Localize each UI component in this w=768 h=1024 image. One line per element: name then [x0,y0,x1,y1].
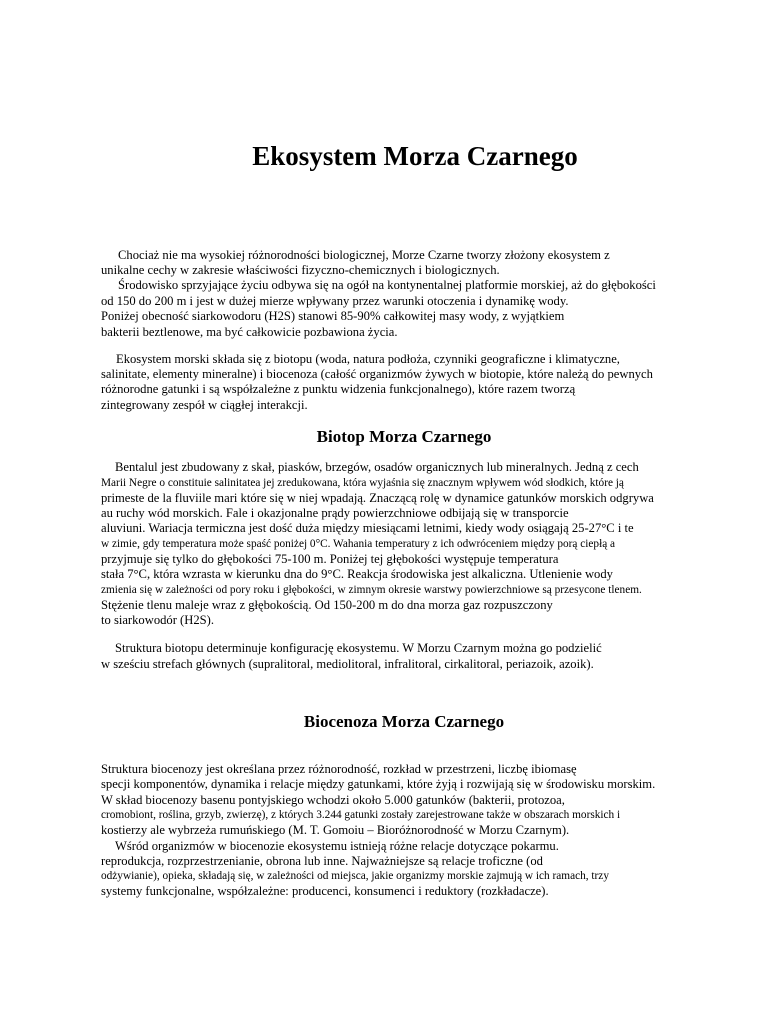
text-line: primeste de la fluviile mari które się w niej wpadają. Znaczącą rolę w dynamice gatunków morskich odgrywa [101,491,654,505]
text-line: Ekosystem morski składa się z biotopu (woda, natura podłoża, czynniki geograficzne i klimatyczne, [116,352,620,366]
text-line: odżywianie), opieka, składają się, w zależności od miejsca, jakie organizmy morskie zajmują w ich ramach, trzy [101,870,609,882]
text-line: w sześciu strefach głównych (supralitoral, mediolitoral, infralitoral, cirkalitoral, periazoik, azoik). [101,657,594,671]
text-line: Środowisko sprzyjające życiu odbywa się na ogół na kontynentalnej platformie morskiej, aż do głębokości [118,278,656,292]
section-heading-biocenoza: Biocenoza Morza Czarnego [303,712,505,731]
text-line: unikalne cechy w zakresie właściwości fizyczno-chemicznych i biologicznych. [101,263,500,277]
text-line: Poniżej obecność siarkowodoru (H2S) stanowi 85-90% całkowitej masy wody, z wyjątkiem [101,309,565,323]
text-line: zmienia się w zależności od pory roku i głębokości, w zimnym okresie warstwy powierzchniowe są przesycone tlenem. [101,584,642,596]
text-line: bakterii beztlenowe, ma być całkowicie pozbawiona życia. [101,325,398,339]
text-line: Chociaż nie ma wysokiej różnorodności biologicznej, Morze Czarne tworzy złożony ekosystem z [118,248,610,262]
text-line: Struktura biocenozy jest określana przez różnorodność, rozkład w przestrzeni, liczbę ibiomasę [101,762,577,776]
text-line: Bentalul jest zbudowany z skał, piasków, brzegów, osadów organicznych lub mineralnych. Jedną z cech [115,460,639,474]
text-line: specji komponentów, dynamika i relacje między gatunkami, które żyją i rozwijają się w środowisku morskim. [101,777,656,791]
text-line: od 150 do 200 m i jest w dużej mierze wpływany przez warunki otoczenia i dynamikę wody. [101,294,569,308]
text-line: salinitate, elementy mineralne) i biocenoza (całość organizmów żywych w biotopie, które należą do pewnych [101,367,653,381]
text-line: Wśród organizmów w biocenozie ekosystemu istnieją różne relacje dotyczące pokarmu. [115,839,559,853]
text-line: kostierzy ale wybrzeża rumuńskiego (M. T. Gomoiu – Bioróżnorodność w Morzu Czarnym). [101,823,570,837]
text-line: W skład biocenozy basenu pontyjskiego wchodzi około 5.000 gatunków (bakterii, protozoa, [101,793,565,807]
text-line: systemy funkcjonalne, współzależne: producenci, konsumenci i reduktory (rozkładacze). [101,884,549,898]
text-line: aluviuni. Wariacja termiczna jest dość duża między miesiącami letnimi, kiedy wody osiągają 25-27°C i te [101,521,634,535]
text-line: w zimie, gdy temperatura może spaść poniżej 0°C. Wahania temperatury z ich odwróceniem między porą ciepłą a [101,538,616,550]
text-line: Marii Negre o constituie salinitatea jej zredukowana, która wyjaśnia się znacznym wpływem wód słodkich, które ją [101,477,624,489]
text-line: różnorodne gatunki i są współzależne z punktu widzenia funkcjonalnego), które razem tworzą [101,382,576,396]
text-line: przyjmuje się tylko do głębokości 75-100 m. Poniżej tej głębokości występuje temperatura [101,552,559,566]
text-line: Stężenie tlenu maleje wraz z głębokością. Od 150-200 m do dna morza gaz rozpuszczony [101,598,553,612]
text-line: cromobiont, roślina, grzyb, zwierzę), z których 3.244 gatunki zostały zarejestrowane także w obszarach morskich i [101,809,621,821]
section-heading-biotop: Biotop Morza Czarnego [316,427,492,446]
text-line: reprodukcja, rozprzestrzenianie, obrona lub inne. Najważniejsze są relacje troficzne (od [101,854,543,868]
text-line: au ruchy wód morskich. Fale i okazjonalne prądy powierzchniowe odbijają się w transporcie [101,506,569,520]
text-line: Struktura biotopu determinuje konfigurację ekosystemu. W Morzu Czarnym można go podzielić [115,641,602,655]
text-line: to siarkowodór (H2S). [101,613,214,627]
text-line: zintegrowany zespół w ciągłej interakcji. [101,398,308,412]
page-title: Ekosystem Morza Czarnego [252,141,578,171]
text-line: stała 7°C, która wzrasta w kierunku dna do 9°C. Reakcja środowiska jest alkaliczna. Utlenienie wody [101,567,613,581]
